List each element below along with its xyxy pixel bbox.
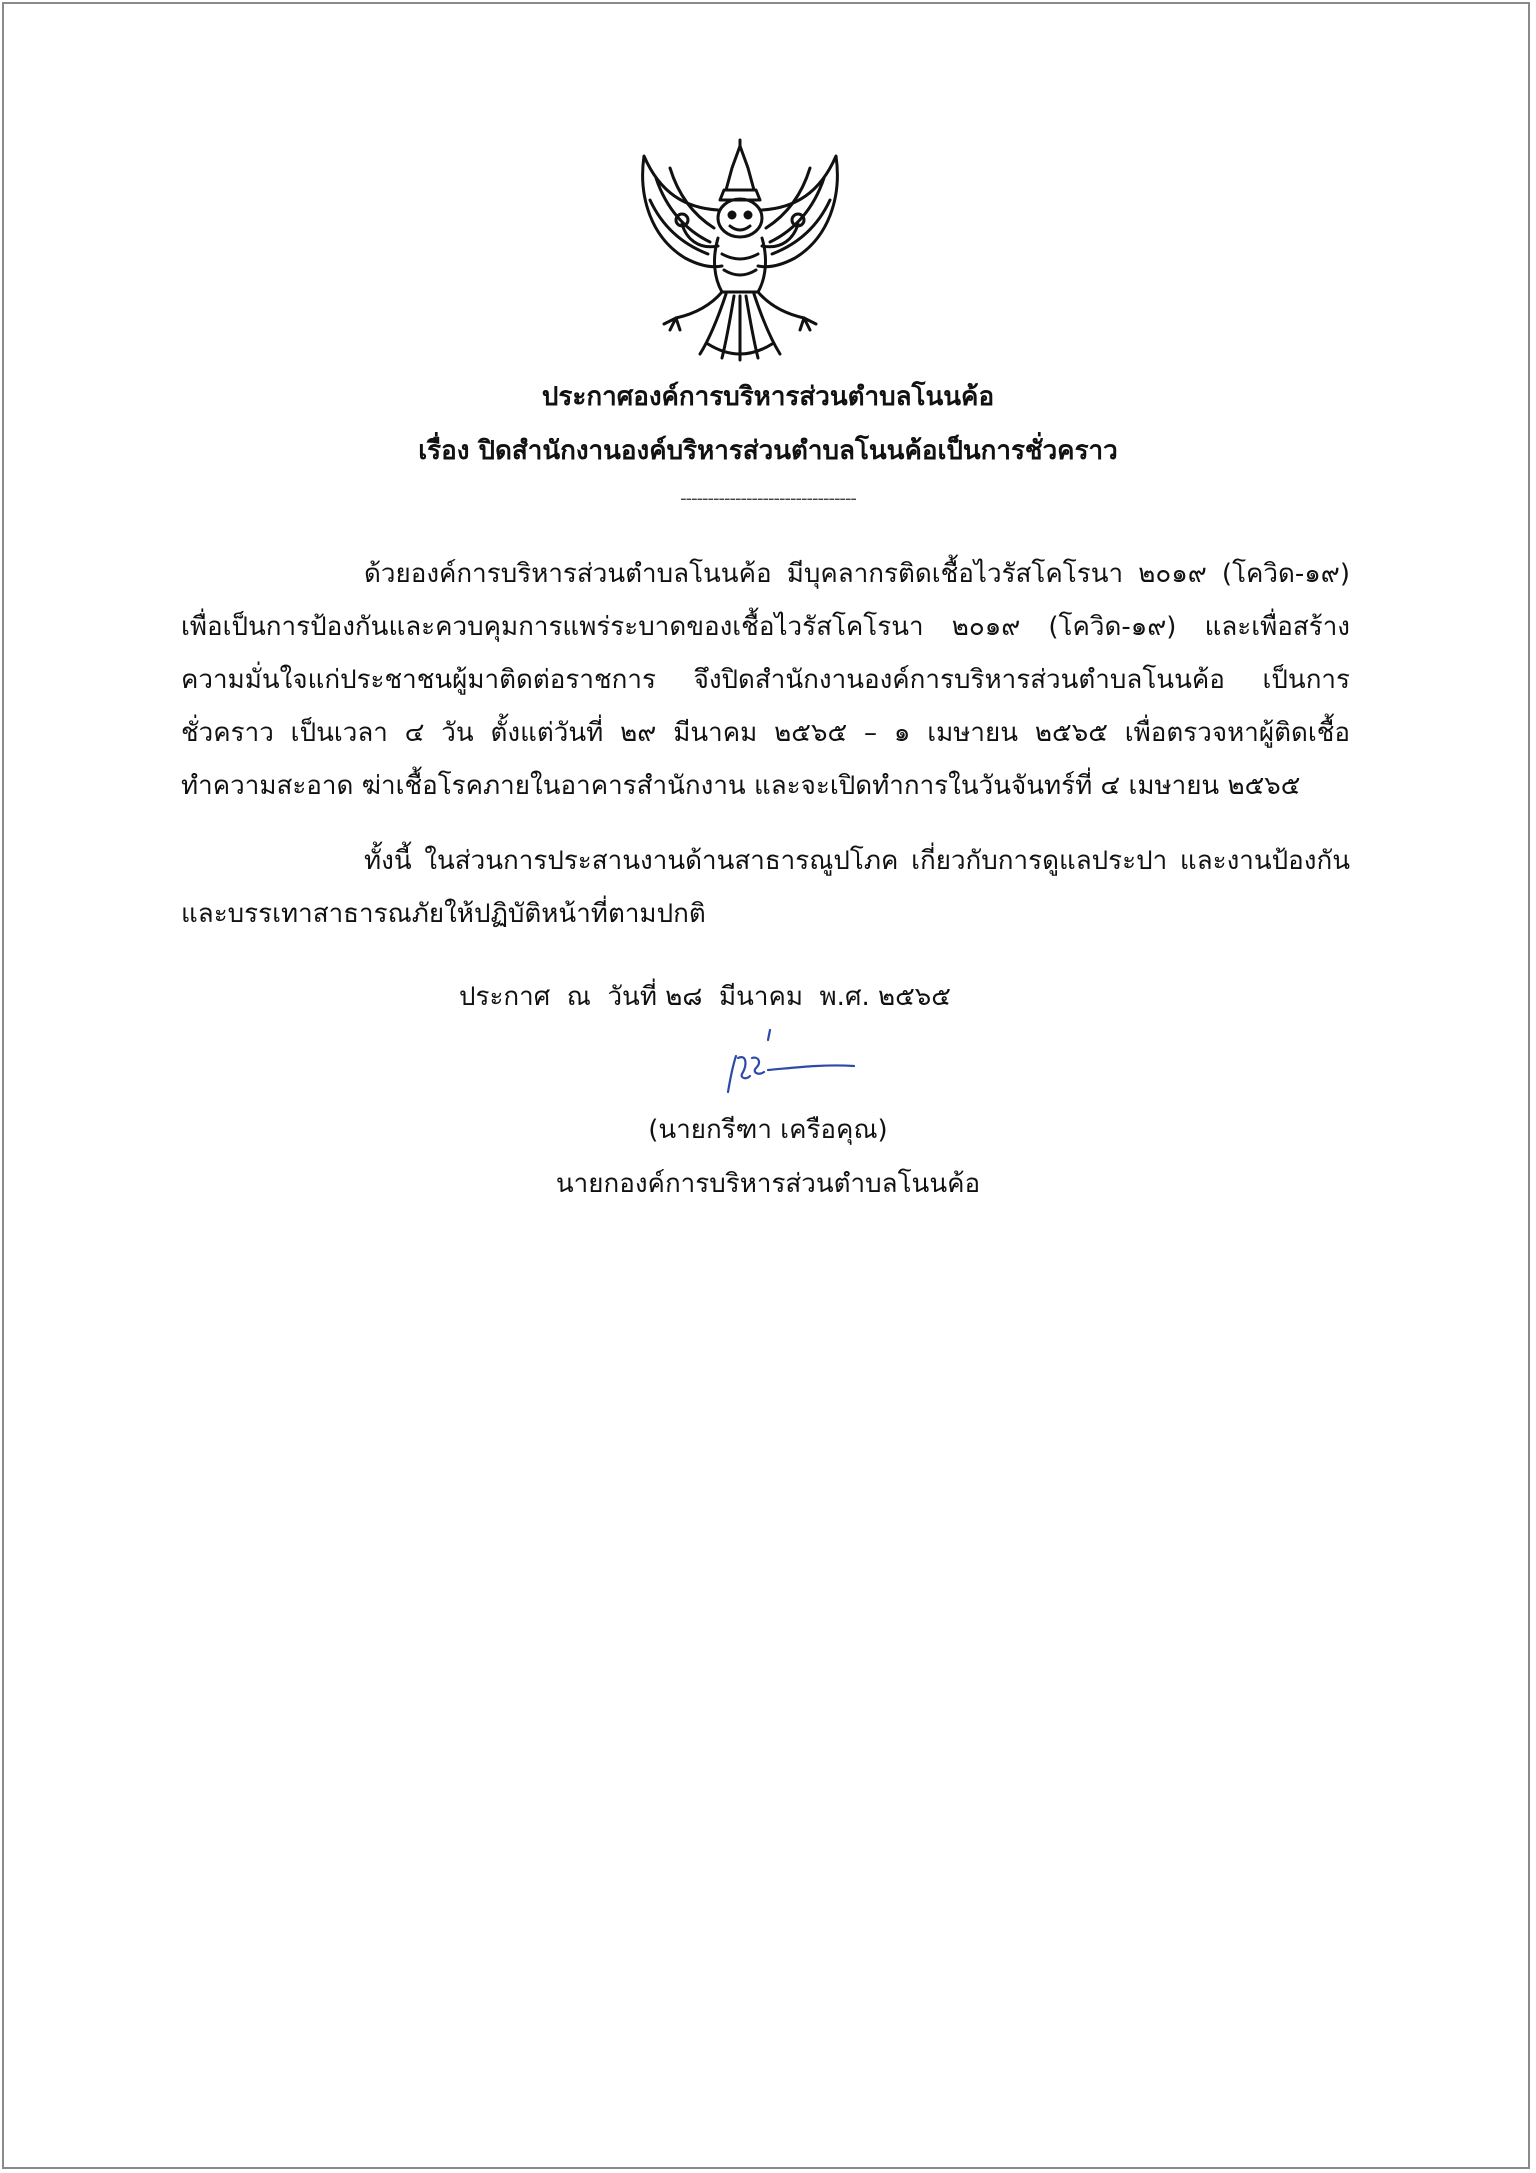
announcement-dateline: ประกาศ ณ วันที่ ๒๘ มีนาคม พ.ศ. ๒๕๖๕ — [459, 982, 951, 1012]
signer-name: (นายกรีฑา เครือคุณ) — [648, 1115, 888, 1145]
announcement-title: ประกาศองค์การบริหารส่วนตำบลโนนค้อ — [541, 382, 995, 412]
announcement-subject: เรื่อง ปิดสำนักงานองค์บริหารส่วนตำบลโนนค้อเป็นการชั่วคราว — [418, 436, 1118, 466]
body-paragraph-1-text: ด้วยองค์การบริหารส่วนตำบลโนนค้อ มีบุคลากรติดเชื้อไวรัสโคโรนา ๒๐๑๙ (โควิด-๑๙) เพื่อเป็นการป้องกันและควบคุมการแพร่ระบาดของเชื้อไวรัสโคโรนา ๒๐๑๙ (โควิด-๑๙) และเพื่อสร้างความมั่นใจแก่ประชาชนผู้มาติดต่อราชการ จึงปิดสำนักงานองค์การบริหารส่วนตำบลโนนค้อ เป็นการชั่วคราว เป็นเวลา ๔ วัน ตั้งแต่วันที่ ๒๙ มีนาคม ๒๕๖๕ – ๑ เมษายน ๒๕๖๕ เพื่อตรวจหาผู้ติดเชื้อ ทำความสะอาด ฆ่าเชื้อโรคภายในอาคารสำนักงาน และจะเปิดทำการในวันจันทร์ที่ ๔ เมษายน ๒๕๖๕ — [181, 559, 1350, 801]
garuda-emblem-icon — [630, 138, 850, 364]
signer-position: นายกองค์การบริหารส่วนตำบลโนนค้อ — [555, 1169, 981, 1199]
body-paragraph-2 — [181, 835, 1350, 941]
separator-line: -------------------------------- — [680, 488, 856, 509]
body-paragraph-1 — [181, 548, 1350, 813]
body-paragraph-2-text: ทั้งนี้ ในส่วนการประสานงานด้านสาธารณูปโภค เกี่ยวกับการดูแลประปา และงานป้องกันและบรรเทาสาธารณภัยให้ปฏิบัติหน้าที่ตามปกติ — [181, 846, 1350, 929]
signature-icon — [712, 1028, 862, 1103]
